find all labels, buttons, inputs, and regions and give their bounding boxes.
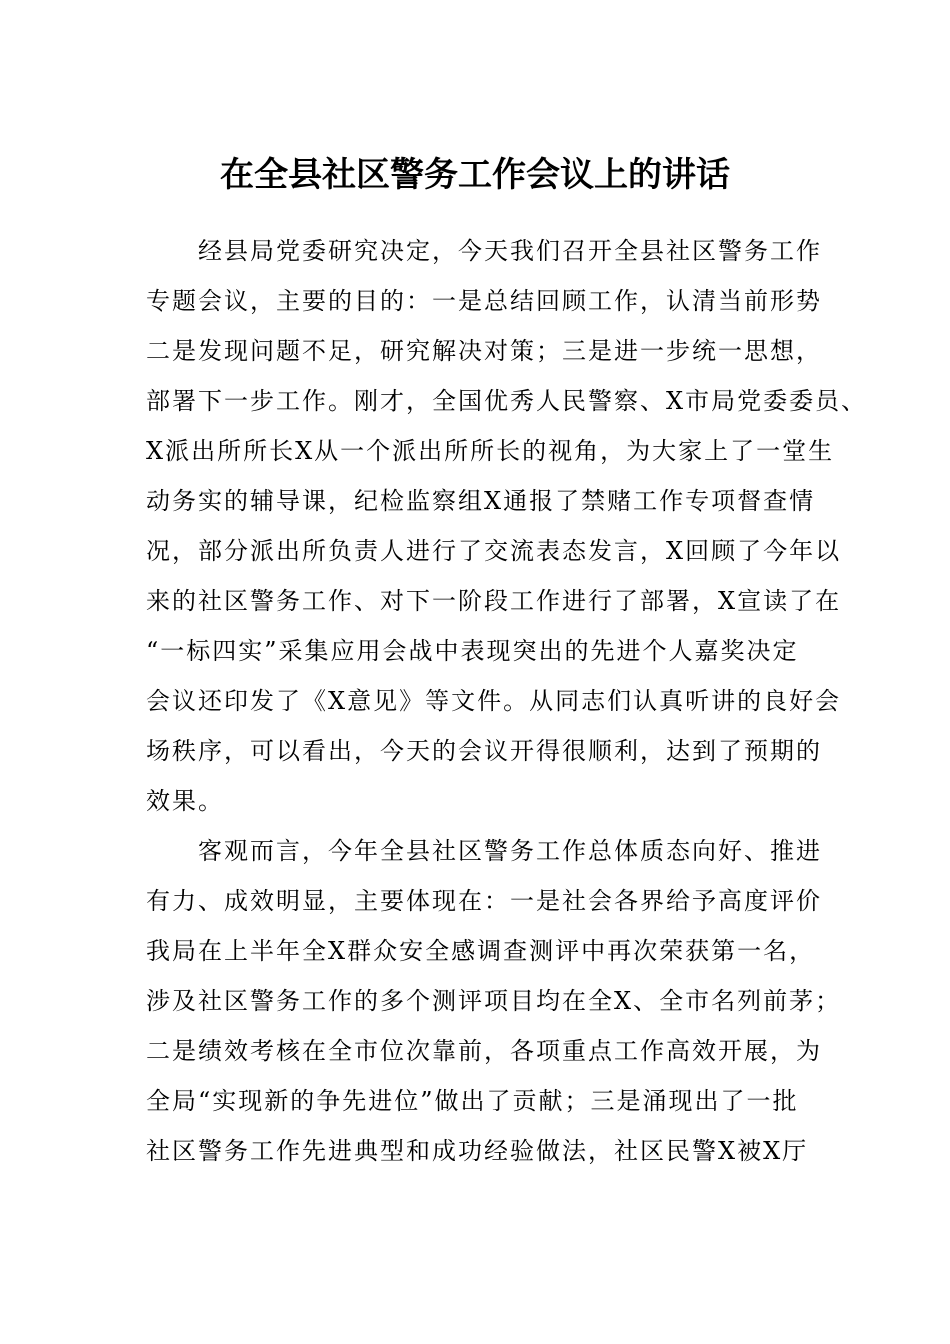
- text-line: 效果。: [146, 787, 224, 815]
- text-line: “一标四实”采集应用会战中表现突出的先进个人嘉奖决定: [146, 637, 799, 665]
- text-line: 全局“实现新的争先进位”做出了贡献；三是涌现出了一批: [146, 1087, 799, 1115]
- text-line: 客观而言，今年全县社区警务工作总体质态向好、推进: [198, 837, 822, 865]
- text-line: 况，部分派出所负责人进行了交流表态发言，X回顾了今年以: [146, 537, 842, 565]
- text-line: 部署下一步工作。刚才，全国优秀人民警察、X市局党委委员、: [146, 387, 868, 415]
- text-line: 经县局党委研究决定，今天我们召开全县社区警务工作: [198, 237, 822, 265]
- text-line: 社区警务工作先进典型和成功经验做法，社区民警X被X厅: [146, 1137, 809, 1165]
- text-line: X派出所所长X从一个派出所所长的视角，为大家上了一堂生: [146, 437, 835, 465]
- document-title: 在全县社区警务工作会议上的讲话: [220, 155, 730, 195]
- paragraph-1: [146, 226, 868, 826]
- text-line: 有力、成效明显，主要体现在：一是社会各界给予高度评价: [146, 887, 822, 915]
- text-line: 场秩序，可以看出，今天的会议开得很顺利，达到了预期的: [146, 737, 822, 765]
- text-line: 我局在上半年全X群众安全感调查测评中再次荣获第一名，: [146, 937, 816, 965]
- text-line: 会议还印发了《X意见》等文件。从同志们认真听讲的良好会: [146, 687, 842, 715]
- text-line: 专题会议，主要的目的：一是总结回顾工作，认清当前形势: [146, 287, 822, 315]
- text-line: 二是发现问题不足，研究解决对策；三是进一步统一思想，: [146, 337, 822, 365]
- text-line: 二是绩效考核在全市位次靠前，各项重点工作高效开展，为: [146, 1037, 822, 1065]
- text-line: 动务实的辅导课，纪检监察组X通报了禁赌工作专项督查情: [146, 487, 816, 515]
- text-line: 涉及社区警务工作的多个测评项目均在全X、全市名列前茅；: [146, 987, 842, 1015]
- text-line: 来的社区警务工作、对下一阶段工作进行了部署，X宣读了在: [146, 587, 842, 615]
- paragraph-2: [146, 826, 842, 1176]
- document-body: [146, 226, 868, 1176]
